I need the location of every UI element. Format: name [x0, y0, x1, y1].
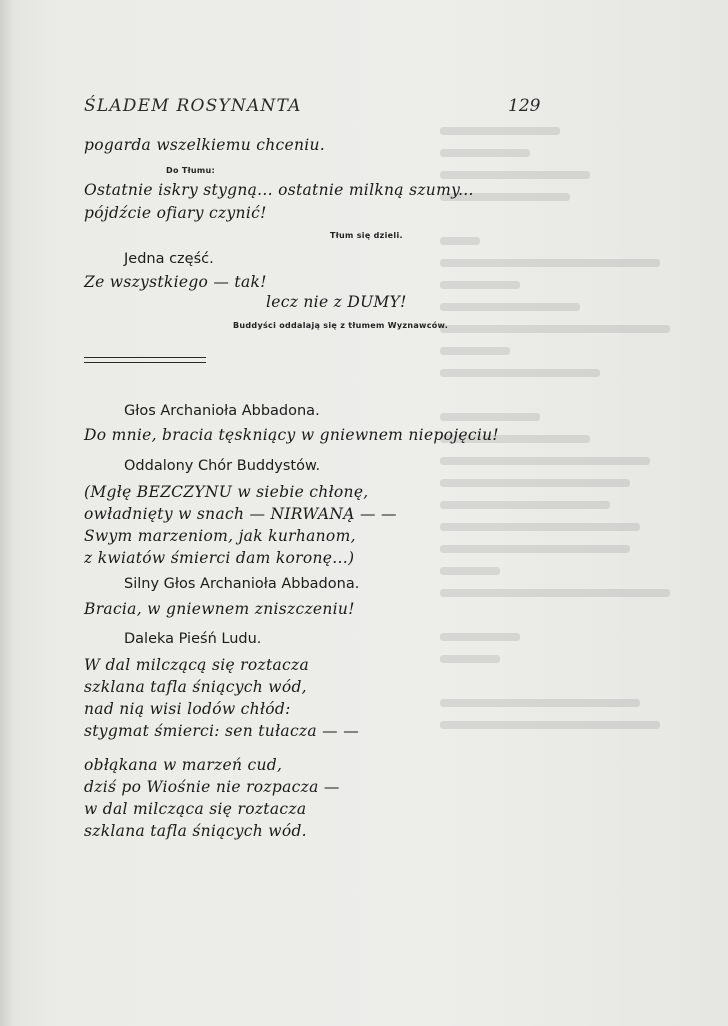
running-head: ŚLADEM ROSYNANTA: [84, 96, 302, 116]
verse-line: pogarda wszelkiemu chceniu.: [84, 136, 326, 154]
bleed-through: [440, 120, 720, 840]
verse-line: pójdźcie ofiary czynić!: [84, 204, 267, 222]
verse-line: W dal milczącą się roztacza: [84, 656, 310, 674]
verse-line: lecz nie z DUMY!: [266, 293, 407, 311]
verse-line: szklana tafla śniących wód,: [84, 678, 307, 696]
section-rule: [84, 357, 206, 358]
verse-line: Ostatnie iskry stygną... ostatnie milkną szumy...: [84, 181, 474, 199]
speaker-name: Daleka Pieśń Ludu.: [124, 631, 262, 647]
gutter-shadow: [0, 0, 14, 1026]
verse-line: Ze wszystkiego — tak!: [84, 273, 267, 291]
verse-line: w dal milcząca się roztacza: [84, 800, 307, 818]
verse-line: z kwiatów śmierci dam koronę...): [84, 549, 355, 567]
speaker-name: Oddalony Chór Buddystów.: [124, 458, 321, 474]
stage-direction: Do Tłumu:: [166, 166, 215, 175]
verse-line: Swym marzeniom, jak kurhanom,: [84, 527, 356, 545]
section-rule: [84, 362, 206, 363]
speaker-name: Jedna część.: [124, 251, 214, 267]
page-number: 129: [508, 96, 541, 116]
stage-direction: Buddyści oddalają się z tłumem Wyznawców.: [233, 321, 449, 330]
verse-line: szklana tafla śniących wód.: [84, 822, 307, 840]
verse-line: Bracia, w gniewnem zniszczeniu!: [84, 600, 355, 618]
verse-line: owładnięty w snach — NIRWANĄ — —: [84, 505, 397, 523]
speaker-name: Silny Głos Archanioła Abbadona.: [124, 576, 360, 592]
verse-line: obłąkana w marzeń cud,: [84, 756, 283, 774]
verse-line: Do mnie, bracia tęskniący w gniewnem niepojęciu!: [84, 426, 499, 444]
verse-line: nad nią wisi lodów chłód:: [84, 700, 291, 718]
verse-line: (Mgłę BEZCZYNU w siebie chłonę,: [84, 483, 369, 501]
verse-line: stygmat śmierci: sen tułacza — —: [84, 722, 359, 740]
stage-direction: Tłum się dzieli.: [330, 231, 403, 240]
speaker-name: Głos Archanioła Abbadona.: [124, 403, 320, 419]
verse-line: dziś po Wiośnie nie rozpacza —: [84, 778, 340, 796]
